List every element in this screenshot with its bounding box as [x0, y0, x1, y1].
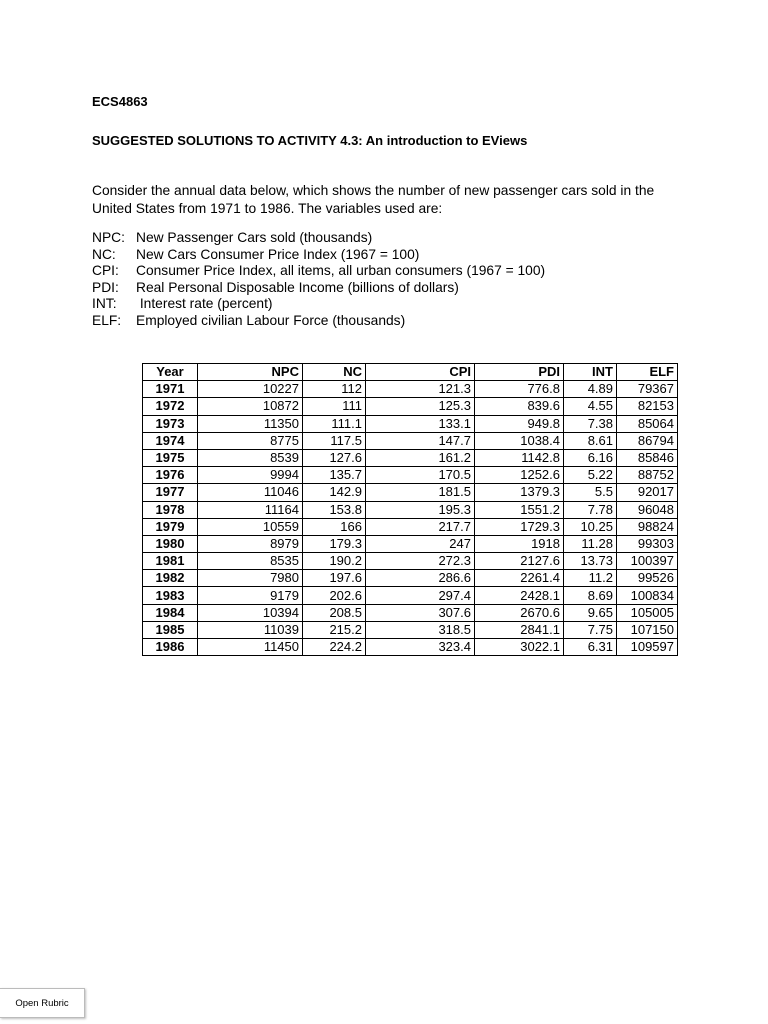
table-cell: 1972: [143, 398, 198, 415]
table-cell: 92017: [617, 484, 678, 501]
table-cell: 13.73: [564, 553, 617, 570]
table-cell: 1551.2: [475, 501, 564, 518]
table-cell: 147.7: [366, 432, 475, 449]
table-cell: 11046: [198, 484, 303, 501]
open-rubric-button[interactable]: Open Rubric: [0, 988, 85, 1018]
table-cell: 10.25: [564, 518, 617, 535]
table-cell: 99303: [617, 535, 678, 552]
table-cell: 121.3: [366, 381, 475, 398]
table-cell: 11.2: [564, 570, 617, 587]
table-cell: 88752: [617, 467, 678, 484]
table-row: [143, 398, 678, 415]
course-code: ECS4863: [92, 94, 148, 109]
table-cell: 85064: [617, 415, 678, 432]
variable-item: [92, 230, 545, 247]
variable-description: Consumer Price Index, all items, all urban consumers (1967 = 100): [136, 263, 546, 278]
document-title: SUGGESTED SOLUTIONS TO ACTIVITY 4.3: An introduction to EViews: [92, 133, 528, 148]
variable-item: [92, 313, 545, 330]
table-cell: 10872: [198, 398, 303, 415]
variable-description: Interest rate (percent): [136, 296, 273, 311]
variable-code: PDI:: [92, 279, 119, 295]
table-cell: 179.3: [303, 535, 366, 552]
table-cell: 195.3: [366, 501, 475, 518]
table-cell: 1379.3: [475, 484, 564, 501]
table-cell: 1978: [143, 501, 198, 518]
table-cell: 10559: [198, 518, 303, 535]
variable-code: INT:: [92, 296, 117, 311]
table-cell: 7.78: [564, 501, 617, 518]
table-cell: 8.61: [564, 432, 617, 449]
table-cell: 11039: [198, 621, 303, 638]
table-cell: 217.7: [366, 518, 475, 535]
table-cell: 1984: [143, 604, 198, 621]
table-cell: 8.69: [564, 587, 617, 604]
table-cell: 307.6: [366, 604, 475, 621]
table-cell: 1973: [143, 415, 198, 432]
column-header: ELF: [617, 364, 678, 381]
table-cell: 202.6: [303, 587, 366, 604]
variable-code: NPC:: [92, 230, 125, 245]
table-cell: 1038.4: [475, 432, 564, 449]
variable-code: ELF:: [92, 312, 122, 328]
table-cell: 79367: [617, 381, 678, 398]
table-row: [143, 621, 678, 638]
table-cell: 135.7: [303, 467, 366, 484]
table-row: [143, 535, 678, 552]
column-header: Year: [143, 364, 198, 381]
table-cell: 11450: [198, 639, 303, 656]
table-cell: 166: [303, 518, 366, 535]
variable-code: NC:: [92, 246, 116, 262]
table-cell: 1983: [143, 587, 198, 604]
table-cell: 297.4: [366, 587, 475, 604]
table-cell: 215.2: [303, 621, 366, 638]
table-cell: 86794: [617, 432, 678, 449]
data-table: [142, 363, 678, 656]
table-cell: 8775: [198, 432, 303, 449]
table-cell: 1971: [143, 381, 198, 398]
table-cell: 8535: [198, 553, 303, 570]
table-cell: 82153: [617, 398, 678, 415]
variable-description: New Cars Consumer Price Index (1967 = 100): [136, 246, 420, 262]
table-cell: 190.2: [303, 553, 366, 570]
variable-description: Employed civilian Labour Force (thousands): [136, 312, 406, 328]
table-cell: 117.5: [303, 432, 366, 449]
table-row: [143, 639, 678, 656]
table-cell: 1982: [143, 570, 198, 587]
table-cell: 7.75: [564, 621, 617, 638]
table-cell: 197.6: [303, 570, 366, 587]
table-row: [143, 518, 678, 535]
table-cell: 949.8: [475, 415, 564, 432]
table-cell: 161.2: [366, 449, 475, 466]
table-cell: 7.38: [564, 415, 617, 432]
table-cell: 1979: [143, 518, 198, 535]
table-cell: 7980: [198, 570, 303, 587]
table-cell: 1252.6: [475, 467, 564, 484]
table-cell: 3022.1: [475, 639, 564, 656]
table-row: [143, 467, 678, 484]
table-cell: 133.1: [366, 415, 475, 432]
table-cell: 2127.6: [475, 553, 564, 570]
variable-description: New Passenger Cars sold (thousands): [136, 230, 373, 245]
table-row: [143, 415, 678, 432]
column-header: NPC: [198, 364, 303, 381]
table-cell: 8539: [198, 449, 303, 466]
table-row: [143, 501, 678, 518]
table-cell: 9.65: [564, 604, 617, 621]
table-cell: 286.6: [366, 570, 475, 587]
table-cell: 11164: [198, 501, 303, 518]
table-cell: 839.6: [475, 398, 564, 415]
table-cell: 1980: [143, 535, 198, 552]
table-cell: 153.8: [303, 501, 366, 518]
table-cell: 100834: [617, 587, 678, 604]
variable-item: [92, 296, 545, 313]
variable-list: [92, 230, 545, 329]
table-header-row: [143, 364, 678, 381]
table-cell: 1975: [143, 449, 198, 466]
table-row: [143, 604, 678, 621]
table-cell: 224.2: [303, 639, 366, 656]
table-cell: 1918: [475, 535, 564, 552]
table-cell: 98824: [617, 518, 678, 535]
table-cell: 127.6: [303, 449, 366, 466]
table-cell: 1976: [143, 467, 198, 484]
table-row: [143, 570, 678, 587]
table-row: [143, 449, 678, 466]
table-cell: 318.5: [366, 621, 475, 638]
table-cell: 8979: [198, 535, 303, 552]
table-cell: 112: [303, 381, 366, 398]
variable-item: [92, 247, 545, 264]
table-row: [143, 553, 678, 570]
table-cell: 1986: [143, 639, 198, 656]
variable-item: [92, 263, 545, 280]
table-cell: 142.9: [303, 484, 366, 501]
table-cell: 9179: [198, 587, 303, 604]
table-cell: 85846: [617, 449, 678, 466]
table-cell: 2428.1: [475, 587, 564, 604]
table-cell: 9994: [198, 467, 303, 484]
table-cell: 99526: [617, 570, 678, 587]
table-cell: 1981: [143, 553, 198, 570]
table-cell: 10227: [198, 381, 303, 398]
table-cell: 5.5: [564, 484, 617, 501]
variable-item: [92, 280, 545, 297]
table-cell: 2841.1: [475, 621, 564, 638]
variable-code: CPI:: [92, 263, 119, 278]
table-cell: 2261.4: [475, 570, 564, 587]
table-row: [143, 432, 678, 449]
table-row: [143, 381, 678, 398]
table-cell: 6.16: [564, 449, 617, 466]
table-cell: 4.55: [564, 398, 617, 415]
table-cell: 323.4: [366, 639, 475, 656]
column-header: INT: [564, 364, 617, 381]
column-header: CPI: [366, 364, 475, 381]
table-cell: 170.5: [366, 467, 475, 484]
table-cell: 272.3: [366, 553, 475, 570]
table-cell: 247: [366, 535, 475, 552]
table-cell: 1142.8: [475, 449, 564, 466]
table-cell: 5.22: [564, 467, 617, 484]
table-cell: 111.1: [303, 415, 366, 432]
variable-description: Real Personal Disposable Income (billions of dollars): [136, 279, 459, 295]
table-cell: 1729.3: [475, 518, 564, 535]
table-cell: 776.8: [475, 381, 564, 398]
table-cell: 208.5: [303, 604, 366, 621]
table-row: [143, 587, 678, 604]
table-cell: 1977: [143, 484, 198, 501]
intro-paragraph: Consider the annual data below, which shows the number of new passenger cars sold in the United States from 1971 to 1986. The variables used are:: [92, 183, 655, 216]
table-cell: 11.28: [564, 535, 617, 552]
table-cell: 181.5: [366, 484, 475, 501]
table-cell: 109597: [617, 639, 678, 656]
column-header: PDI: [475, 364, 564, 381]
table-cell: 111: [303, 398, 366, 415]
table-cell: 96048: [617, 501, 678, 518]
table-cell: 1985: [143, 621, 198, 638]
table-cell: 2670.6: [475, 604, 564, 621]
table-cell: 105005: [617, 604, 678, 621]
table-row: [143, 484, 678, 501]
table-cell: 100397: [617, 553, 678, 570]
table-cell: 1974: [143, 432, 198, 449]
table-cell: 107150: [617, 621, 678, 638]
table-cell: 125.3: [366, 398, 475, 415]
table-cell: 6.31: [564, 639, 617, 656]
table-cell: 10394: [198, 604, 303, 621]
column-header: NC: [303, 364, 366, 381]
table-cell: 11350: [198, 415, 303, 432]
table-cell: 4.89: [564, 381, 617, 398]
